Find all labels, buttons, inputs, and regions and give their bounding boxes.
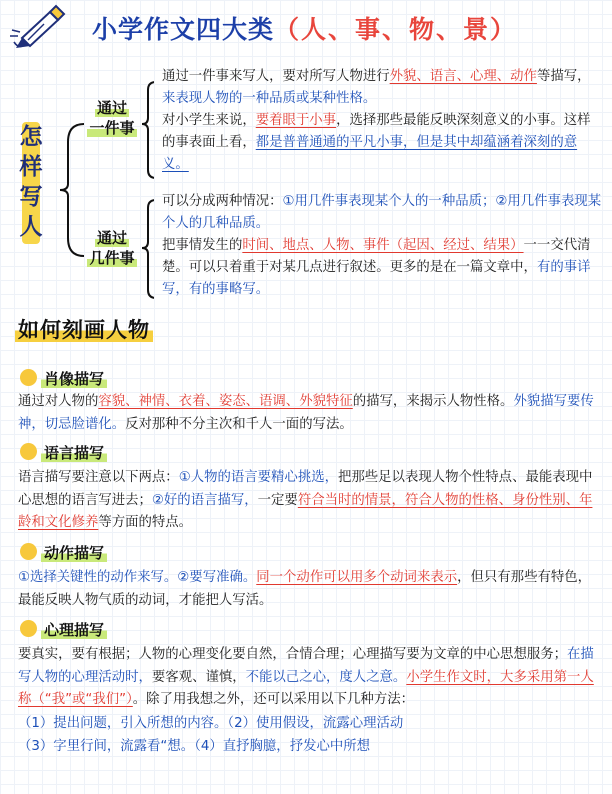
- branch-one-event: 通过 一件事: [89, 99, 135, 137]
- method-line-2: （3）字里行间，流露看“想。（4）直抒胸臆，抒发心中所想: [18, 738, 371, 754]
- bullet-dot-icon: [20, 443, 37, 460]
- portrait-text: 通过对人物的容貌、神情、衣着、姿态、语调、外貌特征的描写，来揭示人物性格。外貌描写要传神，切忌脸谱化。反对那种不分主次和千人一面的写法。: [18, 394, 594, 432]
- language-text: 语言描写要注意以下两点：①人物的语言要精心挑选，把那些足以表现人物个性特点、最能表现中心思想的语言写进去；②好的语言描写，一定要符合当时的情景，符合人物的性格、身份性别、年龄和文化修养等方面的特点。: [18, 470, 593, 530]
- psych-text: 要真实，要有根据；人物的心理变化要自然，合情合理；心理描写要为文章的中心思想服务；在描写人物的心理活动时，要客观、谨慎，不能以己之心，度人之意。小学生作文时，大多采用第一人称（“我”或“我们”）。除了用我想之外，还可以采用以下几种方法： （1）提出问题，引入所想的内容。（2）使用假设，流露心理活动 （3）字里行间，流露看“想。（4）直抒胸臆，抒发心中所想: [18, 644, 604, 758]
- several-events-text: 可以分成两种情况：①用几件事表现某个人的一种品质；②用几件事表现某个人的几种品质。 把事情发生的时间、地点、人物、事件（起因、经过、结果）一一交代清楚。可以只着重于对某几点进行叙述。更多的是在一篇文章中，有的事详写，有的事略写。: [162, 194, 602, 297]
- one-event-text: 通过一件事来写人，要对所写人物进行外貌、语言、心理、动作等描写，来表现人物的一种品质或某种性格。 对小学生来说，要着眼于小事，选择那些最能反映深刻意义的小事。这样的事表面上看，都是普普通通的平凡小事，但是其中却蕴涵着深刻的意义。: [162, 69, 591, 172]
- how-to-write-people-label: 怎 样 写 人: [13, 122, 53, 244]
- bullet-dot-icon: [20, 620, 37, 637]
- page-title: 小学作文四大类（人、事、物、景）: [92, 15, 518, 44]
- branch-several-events: 通过 几件事: [89, 229, 135, 267]
- method-line-1: （1）提出问题，引入所想的内容。（2）使用假设，流露心理活动: [18, 715, 404, 731]
- heading-psych: 心理描写: [20, 619, 107, 640]
- heading-portrait: 肖像描写: [20, 368, 107, 389]
- heading-language: 语言描写: [20, 442, 107, 463]
- bullet-dot-icon: [20, 369, 37, 386]
- heading-action: 动作描写: [20, 542, 107, 563]
- fountain-pen-icon: [8, 2, 66, 52]
- action-text: ①选择关键性的动作来写。②要写准确。同一个动作可以用多个动词来表示，但只有那些有特色，最能反映人物气质的动词，才能把人写活。: [18, 570, 592, 608]
- bullet-dot-icon: [20, 543, 37, 560]
- section-title: 如何刻画人物: [15, 314, 153, 344]
